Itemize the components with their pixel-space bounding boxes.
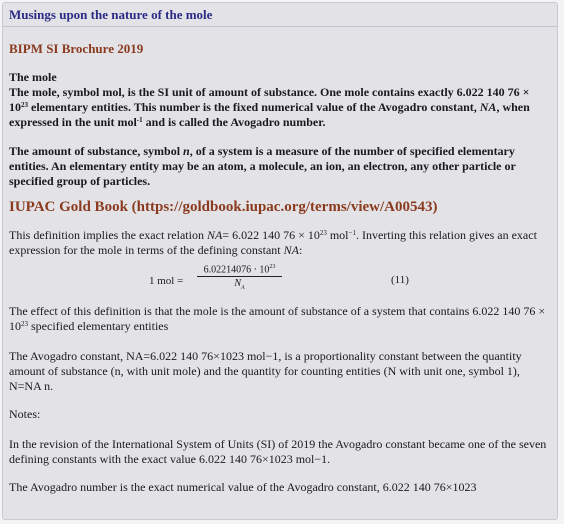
avogadro-number-paragraph: The Avogadro number is the exact numerical value of the Avogadro constant, 6.022 140 76×1023 xyxy=(9,480,477,494)
effect-paragraph: The effect of this definition is that the mole is the amount of substance of a system that contains 6.022 140 $76 \times 10^{23}$ specified elementary entities xyxy=(9,304,546,333)
amount-of-substance-paragraph: The amount of substance, symbol n, of a system is a measure of the number of specified elementary entities. An elementary entity may be an atom, a molecule, an ion, an electron, any other particle or specified group of particles. xyxy=(9,144,516,188)
avogadro-constant-paragraph: The Avogadro constant, NA=6.022 140 76×1023 mol−1, is a proportionality constant between the quantity amount of substance (n, with unit mole) and the quantity for counting entities (N with unit one, symbol 1), N=NA n. xyxy=(9,349,522,393)
equation-number: (11) xyxy=(391,274,409,286)
document-page xyxy=(2,2,558,520)
mole-heading: The mole xyxy=(9,70,57,84)
exact-relation-paragraph: This definition implies the exact relation NA= 6.022 140 $76 \times 10^{23}$ mol$^{-1}$. Inverting this relation gives an exact expression for the mole in terms of the defining constant NA: xyxy=(9,228,537,257)
notes-label: Notes: xyxy=(9,407,41,421)
equation-fraction xyxy=(197,264,282,291)
equation-denominator: $N_A$ xyxy=(234,278,245,292)
brochure-heading: BIPM SI Brochure 2019 xyxy=(9,41,144,56)
equation-numerator: $6.02214076 \cdot 10^{23}$ xyxy=(197,264,282,277)
iupac-heading: IUPAC Gold Book (https://goldbook.iupac.org/terms/view/A00543) xyxy=(9,199,438,215)
revision-paragraph: In the revision of the International System of Units (SI) of 2019 the Avogadro constant became one of the seven defining constants with the exact value 6.022 140 76×1023 mol−1. xyxy=(9,437,547,466)
mole-definition-block xyxy=(9,70,551,189)
page-title: Musings upon the nature of the mole xyxy=(3,7,557,27)
mole-equation xyxy=(9,264,551,304)
mole-definition: The mole, symbol mol, is the SI unit of amount of substance. One mole contains exactly 6.022 140 $76 \times 10^{23}$ elementary entities. This number is the fixed numerical value of the Avogadro constant, NA, when expressed in the unit mol$^{-1}$ and is called the Avogadro number. xyxy=(9,85,530,129)
equation-lhs: 1 mol = xyxy=(149,275,184,287)
